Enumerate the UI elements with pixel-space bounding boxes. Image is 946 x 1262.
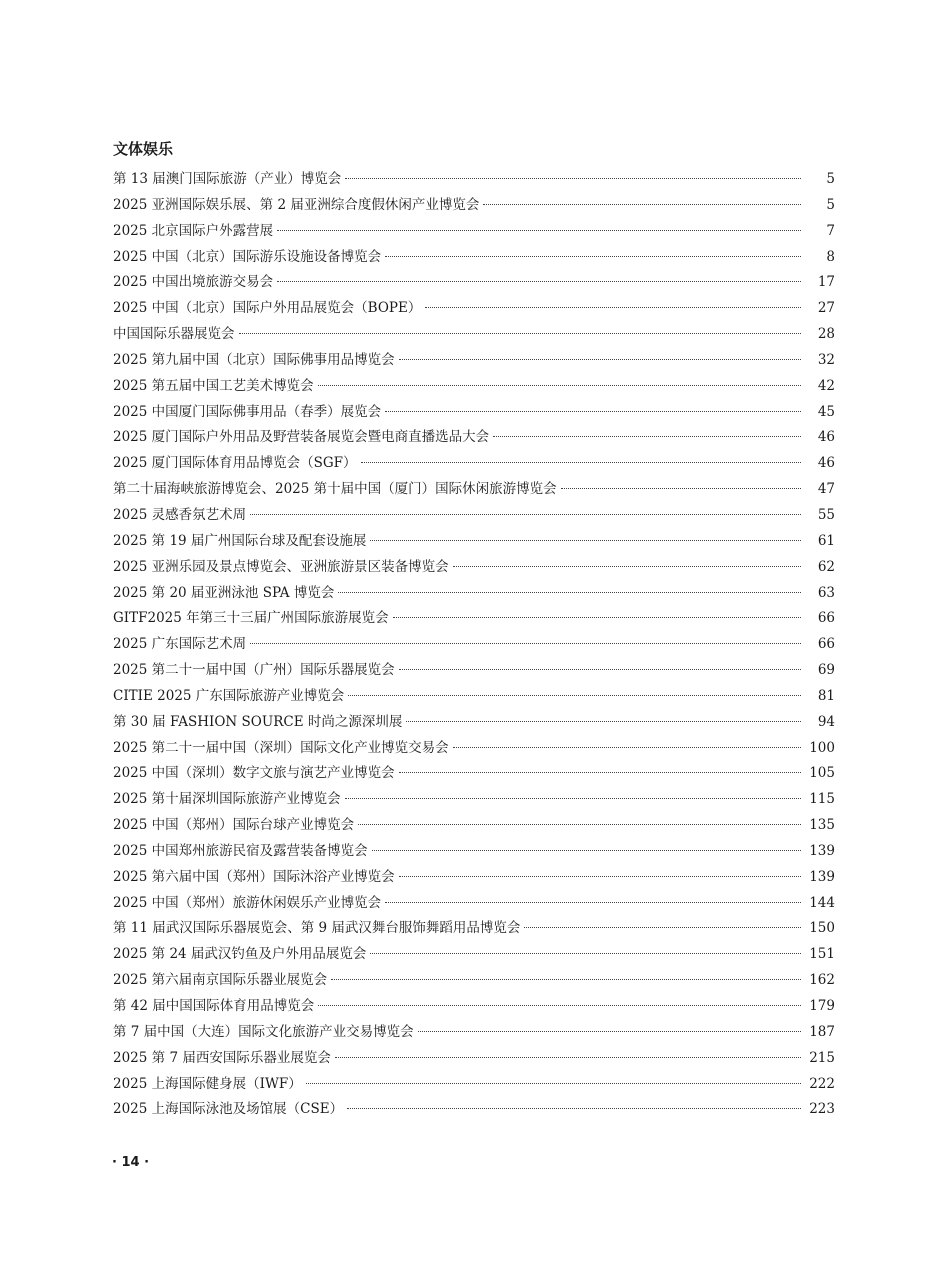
toc-entry-page: 105: [809, 765, 835, 782]
toc-entry-title: 2025 厦门国际体育用品博览会（SGF）: [113, 455, 357, 472]
toc-entry[interactable]: [113, 374, 835, 400]
toc-entry[interactable]: [113, 477, 835, 503]
toc-entry[interactable]: [113, 839, 835, 865]
toc-entry-title: 第 13 届澳门国际旅游（产业）博览会: [113, 171, 342, 187]
toc-entry-title: 2025 第二十一届中国（深圳）国际文化产业博览交易会: [113, 739, 449, 756]
toc-entry-page: 179: [809, 998, 835, 1014]
toc-entry[interactable]: [113, 400, 835, 426]
toc-entry-title: 2025 中国（北京）国际户外用品展览会（BOPE）: [113, 300, 422, 317]
toc-entry-title: 2025 中国郑州旅游民宿及露营装备博览会: [113, 842, 368, 859]
toc-dot-leader: [239, 333, 802, 334]
toc-entry-title: 2025 第九届中国（北京）国际佛事用品博览会: [113, 351, 395, 368]
toc-entry-page: 32: [817, 351, 835, 368]
toc-entry-title: 第二十届海峡旅游博览会、2025 第十届中国（厦门）国际休闲旅游博览会: [113, 481, 557, 498]
toc-dot-leader: [483, 204, 801, 205]
toc-entry[interactable]: [113, 736, 835, 762]
toc-entry[interactable]: [113, 270, 835, 296]
toc-dot-leader: [418, 1031, 801, 1032]
toc-entry[interactable]: [113, 684, 835, 710]
toc-entry-title: 2025 第 19 届广州国际台球及配套设施展: [113, 532, 367, 549]
toc-entry-page: 81: [817, 687, 835, 704]
toc-entry-page: 7: [826, 222, 835, 239]
toc-entry-page: 135: [809, 817, 835, 834]
toc-entry-title: 2025 中国（深圳）数字文旅与演艺产业博览会: [113, 765, 395, 782]
toc-entry[interactable]: [113, 787, 835, 813]
toc-entry-page: 46: [817, 429, 835, 446]
toc-entry[interactable]: [113, 1020, 835, 1046]
toc-dot-leader: [385, 411, 801, 412]
toc-entry-title: 2025 亚洲乐园及景点博览会、亚洲旅游景区装备博览会: [113, 558, 449, 575]
toc-entry-page: 151: [809, 946, 835, 963]
toc-dot-leader: [370, 540, 801, 541]
toc-dot-leader: [372, 850, 801, 851]
toc-dot-leader: [399, 772, 801, 773]
toc-entry-page: 62: [817, 558, 835, 575]
toc-entry-title: 2025 第六届中国（郑州）国际沐浴产业博览会: [113, 868, 395, 885]
toc-entry-title: 2025 中国（郑州）旅游休闲娱乐产业博览会: [113, 894, 382, 911]
toc-entry[interactable]: [113, 245, 835, 271]
toc-entry-page: 187: [809, 1023, 835, 1040]
toc-dot-leader: [406, 721, 801, 722]
section-title: 文体娱乐: [113, 140, 174, 158]
toc-entry-page: 45: [817, 403, 835, 420]
toc-entry[interactable]: [113, 503, 835, 529]
toc-entry-page: 139: [809, 868, 835, 885]
toc-dot-leader: [399, 876, 801, 877]
toc-entry-page: 47: [817, 481, 835, 498]
toc-dot-leader: [331, 979, 801, 980]
toc-entry[interactable]: [113, 296, 835, 322]
toc-entry[interactable]: [113, 968, 835, 994]
toc-entry[interactable]: [113, 994, 835, 1020]
toc-dot-leader: [370, 953, 801, 954]
page-number: · 14 ·: [112, 1155, 150, 1170]
toc-entry[interactable]: [113, 916, 835, 942]
toc-entry[interactable]: [113, 658, 835, 684]
toc-entry-title: 2025 第六届南京国际乐器业展览会: [113, 972, 328, 989]
toc-entry-page: 215: [809, 1049, 835, 1066]
toc-entry-page: 27: [817, 300, 835, 317]
toc-entry-page: 17: [817, 274, 835, 291]
toc-entry[interactable]: [113, 529, 835, 555]
toc-entry[interactable]: [113, 1072, 835, 1098]
toc-dot-leader: [345, 798, 801, 799]
toc-entry-title: 2025 灵感香氛艺术周: [113, 506, 247, 523]
toc-dot-leader: [425, 307, 801, 308]
toc-entry-title: 2025 中国出境旅游交易会: [113, 274, 274, 291]
toc-dot-leader: [318, 1005, 801, 1006]
toc-entry[interactable]: [113, 865, 835, 891]
toc-entry-page: 42: [817, 377, 835, 394]
toc-dot-leader: [348, 695, 801, 696]
toc-entry-page: 8: [826, 248, 835, 265]
toc-entry-title: 2025 第 7 届西安国际乐器业展览会: [113, 1049, 331, 1066]
toc-dot-leader: [399, 359, 801, 360]
toc-dot-leader: [493, 436, 801, 437]
toc-dot-leader: [347, 1108, 801, 1109]
toc-list: [113, 167, 835, 1123]
toc-entry[interactable]: [113, 1097, 835, 1123]
toc-entry[interactable]: [113, 555, 835, 581]
toc-entry-title: 2025 上海国际健身展（IWF）: [113, 1075, 302, 1092]
toc-entry-page: 5: [826, 171, 835, 187]
toc-dot-leader: [250, 514, 801, 515]
toc-entry[interactable]: [113, 710, 835, 736]
toc-dot-leader: [318, 385, 801, 386]
toc-entry-title: 中国国际乐器展览会: [113, 326, 235, 343]
toc-dot-leader: [393, 617, 801, 618]
toc-dot-leader: [335, 1057, 801, 1058]
toc-entry-page: 144: [809, 894, 835, 911]
toc-entry-page: 66: [817, 636, 835, 653]
toc-entry-page: 61: [817, 532, 835, 549]
toc-entry-page: 139: [809, 842, 835, 859]
toc-entry-title: 2025 中国厦门国际佛事用品（春季）展览会: [113, 403, 382, 420]
toc-entry-page: 223: [809, 1101, 835, 1118]
toc-entry-page: 28: [817, 326, 835, 343]
toc-entry-title: 第 7 届中国（大连）国际文化旅游产业交易博览会: [113, 1023, 414, 1040]
toc-entry-title: CITIE 2025 广东国际旅游产业博览会: [113, 687, 345, 704]
toc-entry[interactable]: [113, 813, 835, 839]
toc-entry-title: 第 42 届中国国际体育用品博览会: [113, 998, 315, 1014]
toc-entry[interactable]: [113, 322, 835, 348]
toc-entry-title: 2025 第二十一届中国（广州）国际乐器展览会: [113, 662, 395, 679]
toc-entry-page: 63: [817, 584, 835, 601]
toc-entry-page: 100: [809, 739, 835, 756]
toc-entry[interactable]: [113, 425, 835, 451]
toc-entry-title: 2025 第五届中国工艺美术博览会: [113, 377, 314, 394]
toc-entry-title: 第 11 届武汉国际乐器展览会、第 9 届武汉舞台服饰舞蹈用品博览会: [113, 920, 521, 937]
toc-dot-leader: [385, 902, 801, 903]
toc-entry-title: 2025 厦门国际户外用品及野营装备展览会暨电商直播选品大会: [113, 429, 490, 446]
toc-dot-leader: [358, 824, 801, 825]
toc-entry[interactable]: [113, 942, 835, 968]
toc-entry[interactable]: [113, 581, 835, 607]
toc-entry-title: 2025 中国（北京）国际游乐设施设备博览会: [113, 248, 382, 265]
toc-entry[interactable]: [113, 451, 835, 477]
toc-entry-title: 2025 第十届深圳国际旅游产业博览会: [113, 791, 341, 808]
toc-entry-title: 2025 上海国际泳池及场馆展（CSE）: [113, 1101, 344, 1118]
toc-entry-title: 2025 第 24 届武汉钓鱼及户外用品展览会: [113, 946, 367, 963]
toc-entry-page: 46: [817, 455, 835, 472]
toc-dot-leader: [277, 230, 801, 231]
toc-entry-title: 2025 中国（郑州）国际台球产业博览会: [113, 817, 355, 834]
toc-entry-page: 94: [817, 713, 835, 730]
toc-entry[interactable]: [113, 348, 835, 374]
toc-dot-leader: [524, 927, 801, 928]
toc-entry[interactable]: [113, 761, 835, 787]
toc-entry-page: 69: [817, 662, 835, 679]
toc-entry-title: 2025 第 20 届亚洲泳池 SPA 博览会: [113, 584, 335, 601]
toc-entry-page: 55: [817, 506, 835, 523]
toc-entry[interactable]: [113, 219, 835, 245]
toc-entry-page: 162: [809, 972, 835, 989]
toc-entry[interactable]: [113, 1046, 835, 1072]
toc-dot-leader: [345, 178, 801, 179]
toc-entry-page: 150: [809, 920, 835, 937]
toc-dot-leader: [399, 669, 801, 670]
toc-dot-leader: [453, 747, 801, 748]
toc-entry-page: 222: [809, 1075, 835, 1092]
toc-entry-title: 第 30 届 FASHION SOURCE 时尚之源深圳展: [113, 713, 403, 730]
toc-dot-leader: [361, 462, 801, 463]
toc-entry-page: 5: [826, 196, 835, 213]
toc-dot-leader: [385, 256, 801, 257]
toc-entry-title: 2025 亚洲国际娱乐展、第 2 届亚洲综合度假休闲产业博览会: [113, 196, 480, 213]
toc-entry-page: 66: [817, 610, 835, 627]
toc-dot-leader: [306, 1083, 801, 1084]
toc-entry-title: GITF2025 年第三十三届广州国际旅游展览会: [113, 610, 389, 627]
toc-entry[interactable]: [113, 891, 835, 917]
toc-dot-leader: [453, 566, 801, 567]
toc-dot-leader: [338, 592, 801, 593]
toc-dot-leader: [277, 281, 801, 282]
toc-dot-leader: [250, 643, 801, 644]
toc-entry[interactable]: [113, 193, 835, 219]
toc-entry-title: 2025 北京国际户外露营展: [113, 222, 274, 239]
toc-entry-page: 115: [809, 791, 835, 808]
toc-dot-leader: [561, 488, 801, 489]
toc-entry[interactable]: [113, 167, 835, 193]
toc-entry[interactable]: [113, 606, 835, 632]
toc-entry-title: 2025 广东国际艺术周: [113, 636, 247, 653]
toc-entry[interactable]: [113, 632, 835, 658]
